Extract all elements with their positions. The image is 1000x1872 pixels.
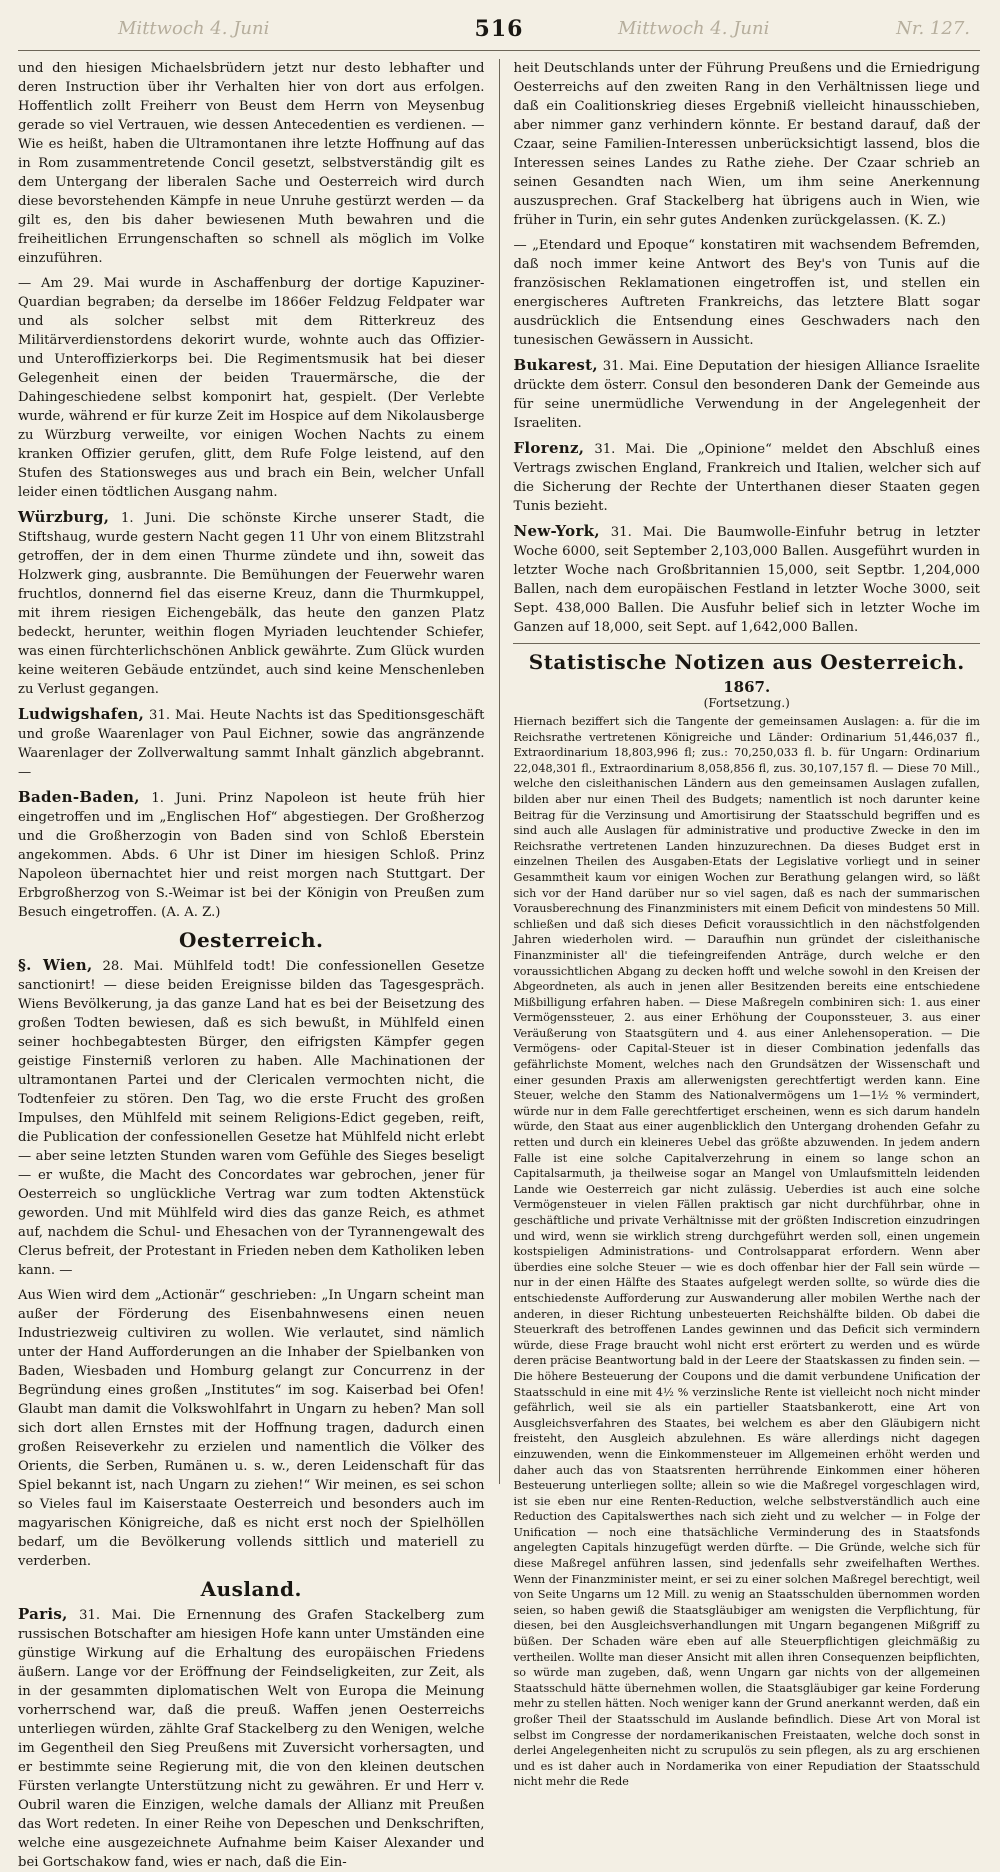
section-rule <box>513 643 980 644</box>
dateline-place: §. Wien, <box>18 956 93 974</box>
article-paragraph: heit Deutschlands unter der Führung Preußens und die Erniedrigung Oesterreichs auf den zweiten Rang in den Verhältnissen liege und daß ein Coalitionskrieg dieses Ergebniß vielleicht hinausschieben, aber nimmer ganz verhindern könnte. Er bestand darauf, daß der Czaar, seine Familien-Interessen unberücksichtigt lassend, blos die Interessen seines Landes zu Rathe ziehe. Der Czaar schrieb an seinen Gesandten nach Wien, um ihm seine Anerkennung auszusprechen. Graf Stackelberg hat übrigens auch in Wien, wie früher in Turin, ein sehr gutes Andenken zurückgelassen. (K. Z.) <box>513 61 980 228</box>
article-paragraph: — „Etendard und Epoque“ konstatiren mit wachsendem Befremden, daß noch immer keine Antwort des Bey's von Tunis auf die französischen Reklamationen eingetroffen ist, und stellen ein energischeres Auftreten Frankreichs, das letztere Blatt sogar ausdrücklich die Entsendung eines Geschwaders nach den tunesischen Gewässern in Aussicht. <box>513 238 980 348</box>
bleed-through-text-right: Nr. 127. <box>896 18 970 39</box>
left-column <box>18 59 485 1870</box>
dateline-date: 1. Juni. <box>139 791 207 806</box>
article-paragraph <box>18 788 485 922</box>
article-paragraph <box>18 956 485 1280</box>
dateline-date: 28. Mai. <box>92 959 164 974</box>
page-number: 516 <box>474 16 524 42</box>
dateline-date: 31. Mai. <box>597 359 659 374</box>
right-column <box>513 59 980 1789</box>
article-body: Die schönste Kirche unserer Stadt, die Stiftshaug, wurde gestern Nacht gegen 11 Uhr von einem Blitzstrahl getroffen, der in dem einen Thurme zündete und ihn, soweit das Holzwerk ging, ausbrannte. Die Bemühungen der Feuerwehr waren fruchtlos, donnernd fiel das eiserne Kreuz, dann die Thurmkuppel, mit ihrem riesigen Eichengebälk, das heute den ganzen Platz bedeckt, herunter, weithin flogen Myriaden leuchtender Schiefer, was einen fürchterlichschönen Anblick gewährte. Zum Glück wurden keine weiteren Gebäude entzündet, auch sind keine Menschenleben zu Verlust gegangen. <box>18 511 485 697</box>
article-paragraph: — Am 29. Mai wurde in Aschaffenburg der dortige Kapuziner-Quardian begraben; da derselbe im 1866er Feldzug Feldpater war und als solcher selbst mit dem Ritterkreuz des Militärverdienstordens dekorirt wurde, wohnte auch das Offizier- und Unteroffizierkorps bei. Die Regimentsmusik hat bei dieser Gelegenheit einen der beiden Trauermärsche, die der Dahingeschiedene selbst komponirt hat, gespielt. (Der Verlebte wurde, während er für kurze Zeit im Hospice auf dem Nikolausberge zu Würzburg verweilte, vor einigen Wochen Nachts zu einem kranken Offizier gerufen, glitt, dem Rufe Folge leistend, auf den Stufen des Stationsweges aus und brach ein Bein, welcher Unfall leider einen tödtlichen Ausgang nahm. <box>18 276 485 500</box>
dateline-date: 31. Mai. <box>599 525 673 540</box>
dateline-date: 31. Mai. <box>584 442 656 457</box>
article-paragraph <box>18 705 485 782</box>
article-paragraph <box>18 1605 485 1872</box>
article-body: Die Baumwolle-Einfuhr betrug in letzter Woche 6000, seit September 2,103,000 Ballen. Ausgeführt wurden in letzter Woche nach Großbritannien 15,000, seit Septbr. 1,204,000 Ballen, nach dem europäischen Festland in letzter Woche 3000, seit Sept. 438,000 Ballen. Die Ausfuhr belief sich in letzter Woche im Ganzen auf 18,000, seit Sept. auf 1,642,000 Ballen. <box>513 525 980 635</box>
dateline-place: Würzburg, <box>18 508 110 526</box>
statistics-body <box>513 714 980 1790</box>
continuation-note: (Fortsetzung.) <box>703 696 790 710</box>
section-heading-ausland: Ausland. <box>200 1577 302 1601</box>
article-body: Prinz Napoleon ist heute früh hier eingetroffen und im „Englischen Hof“ abgestiegen. Der Großherzog und die Großherzogin von Baden sind von Schloß Eberstein angekommen. Abds. 6 Uhr ist Diner im hiesigen Schloß. Prinz Napoleon übernachtet hier und reist morgen nach Stuttgart. Der Erbgroßherzog von S.-Weimar ist bei der Königin von Preußen zum Besuch eingetroffen. (A. A. Z.) <box>18 791 485 920</box>
dateline-place: Baden-Baden, <box>18 788 140 806</box>
article-paragraph: und den hiesigen Michaelsbrüdern jetzt nur desto lebhafter und deren Instruction über ihr Verhalten hier von dort aus erfolgen. Hoffentlich zollt Freiherr von Beust dem Herrn von Meysenbug gerade so viel Vertrauen, wie dessen Antecedentien es verdienen. — Wie es heißt, haben die Ultramontanen ihre letzte Hoffnung auf das in Rom zusammentretende Concil gesetzt, selbstverständig gilt es dem Untergang der liberalen Sache und Oesterreich wird durch diese bevorstehenden Kämpfe in neue Unruhe gestürzt werden — da gilt es, den bis daher bewiesenen Muth bewahren und die freiheitlichen Errungenschaften so schnell als möglich im Volke einzuführen. <box>18 61 485 266</box>
column-divider <box>499 59 500 1484</box>
article-body: Die „Opinione“ meldet den Abschluß eines Vertrags zwischen England, Frankreich und Italien, welcher sich auf die Sicherung der Rechte der Unterthanen dieser Staaten gegen Tunis bezieht. <box>513 442 980 514</box>
dateline-place: New-York, <box>513 522 600 540</box>
article-body: Eine Deputation der hiesigen Alliance Israelite drückte dem österr. Consul den besonderen Dank der Gemeinde aus für seine unermüdliche Verwendung in der Angelegenheit der Israeliten. <box>513 359 980 431</box>
article-paragraph <box>18 508 485 699</box>
dateline-place: Ludwigshafen, <box>18 705 145 723</box>
article-paragraph: Aus Wien wird dem „Actionär“ geschrieben: „In Ungarn scheint man außer der Förderung des Eisenbahnwesens einen neuen Industriezweig cultiviren zu wollen. Wie verlautet, sind nämlich unter der Hand Aufforderungen an die Inhaber der Spielbanken von Baden, Wiesbaden und Homburg gelangt zur Concurrenz in der Begründung eines großen „Institutes“ im sog. Kaiserbad bei Ofen! Glaubt man damit die Volkswohlfahrt in Ungarn zu heben? Man soll sich dort allen Ernstes mit der Hoffnung tragen, dadurch einen großen Reiseverkehr zu erzielen und namentlich die Völker des Orients, die Serben, Rumänen u. s. w., deren Leidenschaft für das Spiel bekannt ist, nach Ungarn zu ziehen!“ Wir meinen, es sei schon so Vieles faul im Kaiserstaate Oesterreich und besonders auch im magyarischen Königreiche, daß es nicht erst noch der Spielhöllen bedarf, um die Bevölkerung vollends sittlich und materiell zu verderben. <box>18 1288 485 1569</box>
article-paragraph <box>513 439 980 516</box>
article-body: Heute Nachts ist das Speditionsgeschäft und große Waarenlager von Paul Eichner, sowie das angränzende Waarenlager der Zollverwaltung sammt Inhalt gänzlich abgebrannt. — <box>18 708 485 780</box>
section-heading-oesterreich: Oesterreich. <box>179 928 324 952</box>
article-paragraph <box>513 356 980 433</box>
dateline-place: Paris, <box>18 1605 68 1623</box>
dateline-date: 31. Mai. <box>144 708 205 723</box>
article-body: Mühlfeld todt! Die confessionellen Gesetze sanctionirt! — diese beiden Ereignisse bilden das Tagesgespräch. Wiens Bevölkerung, ja das ganze Land hat es bei der Beisetzung des großen Todten bewiesen, daß es sich bewußt, in Mühlfeld einen seiner hochbegabtesten Bürger, den eifrigsten Kämpfer gegen geistige Finsterniß verloren zu haben. Alle Machinationen der ultramontanen Partei und der Clericalen vermochten nicht, die Todtenfeier zu stören. Den Tag, wo die erste Frucht des großen Impulses, den Mühlfeld mit seinem Religions-Edict gegeben, reift, die Publication der confessionellen Gesetze hat Mühlfeld nicht erlebt — aber seine letzten Stunden waren vom Gefühle des Sieges beseligt — er wußte, die Macht des Concordates war gebrochen, jener für Oesterreich so unglückliche Vertrag war zum todten Aktenstück geworden. Und mit Mühlfeld wird dies das ganze Reich, es athmet auf, nachdem die Schul- und Ehesachen von der Tyrannengewalt des Clerus befreit, der Protestant in Frieden neben dem Katholiken leben kann. — <box>18 959 485 1278</box>
page-header <box>18 14 980 51</box>
dateline-place: Bukarest, <box>513 356 598 374</box>
bleed-through-text-left: Mittwoch 4. Juni <box>118 18 270 39</box>
dateline-date: 31. Mai. <box>67 1608 142 1623</box>
statistics-year: 1867. <box>723 678 771 696</box>
section-heading-statistik: Statistische Notizen aus Oesterreich. <box>528 650 965 674</box>
article-paragraph <box>513 522 980 637</box>
bleed-through-text-mid: Mittwoch 4. Juni <box>618 18 770 39</box>
text-columns <box>18 59 980 1870</box>
dateline-date: 1. Juni. <box>109 511 176 526</box>
article-paragraph: Hiernach beziffert sich die Tangente der gemeinsamen Auslagen: a. für die im Reichsrathe vertretenen Königreiche und Länder: Ordinarium 51,446,037 fl., Extraordinarium 18,803,996 fl; zus.: 70,250,033 fl. b. für Ungarn: Ordinarium 22,048,301 fl., Extraordinarium 8,058,856 fl, zus. 30,107,157 fl. — Diese 70 Mill., welche den cisleithanischen Ländern aus den gemeinsamen Auslagen zufallen, bilden aber nur einen Theil des Budgets; namentlich ist noch darunter keine Beitrag für die Verzinsung und Amortisirung der Staatsschuld begriffen und es sind auch alle Auslagen für administrative und productive Zwecke in den im Reichsrathe vertretenen Landen hinzuzurechnen. Da dieses Budget erst in einzelnen Theilen des Ausgaben-Etats der Legislative vorliegt und in seiner Gesammtheit kaum vor einigen Wochen zur Berathung gelangen wird, so läßt sich vor der Hand darüber nur so viel sagen, daß es nach der summarischen Vorausberechnung des Finanzministers mit einem Deficit von mindestens 50 Mill. schließen und daß sich dieses Deficit voraussichtlich in den nächstfolgenden Jahren wiederholen wird. — Daraufhin nun gründet der cisleithanische Finanzminister all' die tiefeingreifenden Anträge, durch welche er den voraussichtlichen Abgang zu decken hofft und welche sowohl in den Kreisen der Abgeordneten, als auch in jenen aller Besitzenden bereits eine entschiedene Mißbilligung erfahren haben. — Diese Maßregeln combiniren sich: 1. aus einer Vermögenssteuer, 2. aus einer Erhöhung der Couponssteuer, 3. aus einer Veräußerung von Staatsgütern und 4. aus einer Anlehensoperation. — Die Vermögens- oder Capital-Steuer ist in dieser Combination jedenfalls das gefährlichste Moment, welches nach den Grundsätzen der Wissenschaft und einer gesunden Praxis am allerwenigsten gerechtfertigt werden kann. Eine Steuer, welche den Stamm des Nationalvermögens um 1—1½ % vermindert, würde nur in dem Falle gerechtfertiget erscheinen, wenn es sich darum handeln würde, den Staat aus einer augenblicklich den Untergang drohenden Gefahr zu retten und durch ein kleineres Uebel das größte abzuwenden. In jedem andern Falle ist eine solche Capitalverzehrung in einem so lange schon an Capitalsarmuth, ja theilweise sogar an Mangel von Umlaufsmitteln leidenden Lande wie Oesterreich gar nicht zulässig. Ueberdies ist auch eine solche Vermögensteuer in vielen Fällen praktisch gar nicht durchführbar, ohne in geschäftliche und private Verhältnisse mit der größten Indiscretion einzudringen und wird, wenn sie wirklich streng durchgeführt werden soll, einen ungemein kostspieligen Administrations- und Controlsapparat erfordern. Wenn aber überdies eine solche Steuer — wie es doch offenbar hier der Fall sein würde — nur in der einen Hälfte des Staates aufgelegt werden sollte, so würde dies die entschiedenste Aufforderung zur Auswanderung aller mobilen Werthe nach der anderen, in dieser Richtung unbesteuerten Reichshälfte bilden. Ob dabei die Steuerkraft des betroffenen Landes gewinnen und das Deficit sich vermindern würde, diese Frage braucht wohl nicht erst erörtert zu werden und es würde deren präcise Beantwortung bald in der Leere der Staatskassen zu finden sein. — Die höhere Besteuerung der Coupons und die damit verbundene Unification der Staatsschuld in eine mit 4½ % verzinsliche Rente ist vielleicht noch nicht minder gefährlich, weil sie als ein partieller Staatsbankerott, eine Art von Ausgleichsverfahren des Staates, bei welchem es aber den Gläubigern nicht freisteht, den Ausgleich abzulehnen. Es wäre allerdings nicht dagegen einzuwenden, wenn die Einkommensteuer im Allgemeinen erhöht werden und daher auch das von Staatsrenten herrührende Einkommen einer höheren Besteuerung unterliegen sollte; allein so wie die Maßregel vorgeschlagen wird, ist sie eben nur eine Renten-Reduction, welche selbstverständlich auch eine Reduction des Capitalswerthes nach sich zieht und zu welcher — in Folge der Unification — noch eine thatsächliche Verminderung des in Staatsfonds angelegten Capitals hinzugefügt werden dürfte. — Die Gründe, welche sich für diese Maßregel anführen lassen, sind jedenfalls sehr zweifelhaften Werthes. Wenn der Finanzminister meint, er sei zu einer solchen Maßregel berechtigt, weil von Seite Ungarns um 12 Mill. zu wenig an Staatsschulden übernommen worden seien, so haben gewiß die Staatsgläubiger am wenigsten die Verpflichtung, für diesen, bei den Ausgleichsverhandlungen mit Ungarn begangenen Mißgriff zu büßen. Der Schaden wäre eben auf alle Steuerpflichtigen gleichmäßig zu vertheilen. Wollte man dieser Ansicht mit allen ihren Consequenzen beipflichten, so würde man zugeben, daß, wenn Ungarn gar nichts von der allgemeinen Staatsschuld hätte übernehmen wollen, die Staatsgläubiger gar keine Forderung mehr zu stellen hätten. Noch weniger kann der Grund anerkannt werden, daß ein großer Theil der Staatsschuld im Auslande befindlich. Diese Art von Moral ist selbst im Congresse der nordamerikanischen Freistaaten, welche doch sonst in derlei Angelegenheiten nicht zu scrupulös zu sein pflegen, als zu arg erschienen und es ist daher auch in Nordamerika von einer Repudiation der Staatsschuld nicht mehr die Rede <box>513 715 980 1789</box>
dateline-place: Florenz, <box>513 439 585 457</box>
article-body: Die Ernennung des Grafen Stackelberg zum russischen Botschafter am hiesigen Hofe kann unter Umständen eine günstige Wirkung auf die Erhaltung des europäischen Friedens äußern. Lange vor der Eröffnung der Feindseligkeiten, zur Zeit, als in der gesammten diplomatischen Welt von Europa die Meinung vorherrschend war, daß die preuß. Waffen jenen Oesterreichs unterliegen würden, zählte Graf Stackelberg zu den Wenigen, welche im Gegentheil den Sieg Preußens mit Zuversicht vorhersagten, und er bestimmte seine Regierung mit, die von den kleinen deutschen Fürsten verlangte Unterstützung nicht zu gewähren. Er und Herr v. Oubril waren die Einzigen, welche damals der Allianz mit Preußen das Wort redeten. In einer Reihe von Depeschen und Denkschriften, welche eine ausgezeichnete Aufnahme beim Kaiser Alexander und bei Gortschakow fand, wies er nach, daß die Ein- <box>18 1608 485 1870</box>
